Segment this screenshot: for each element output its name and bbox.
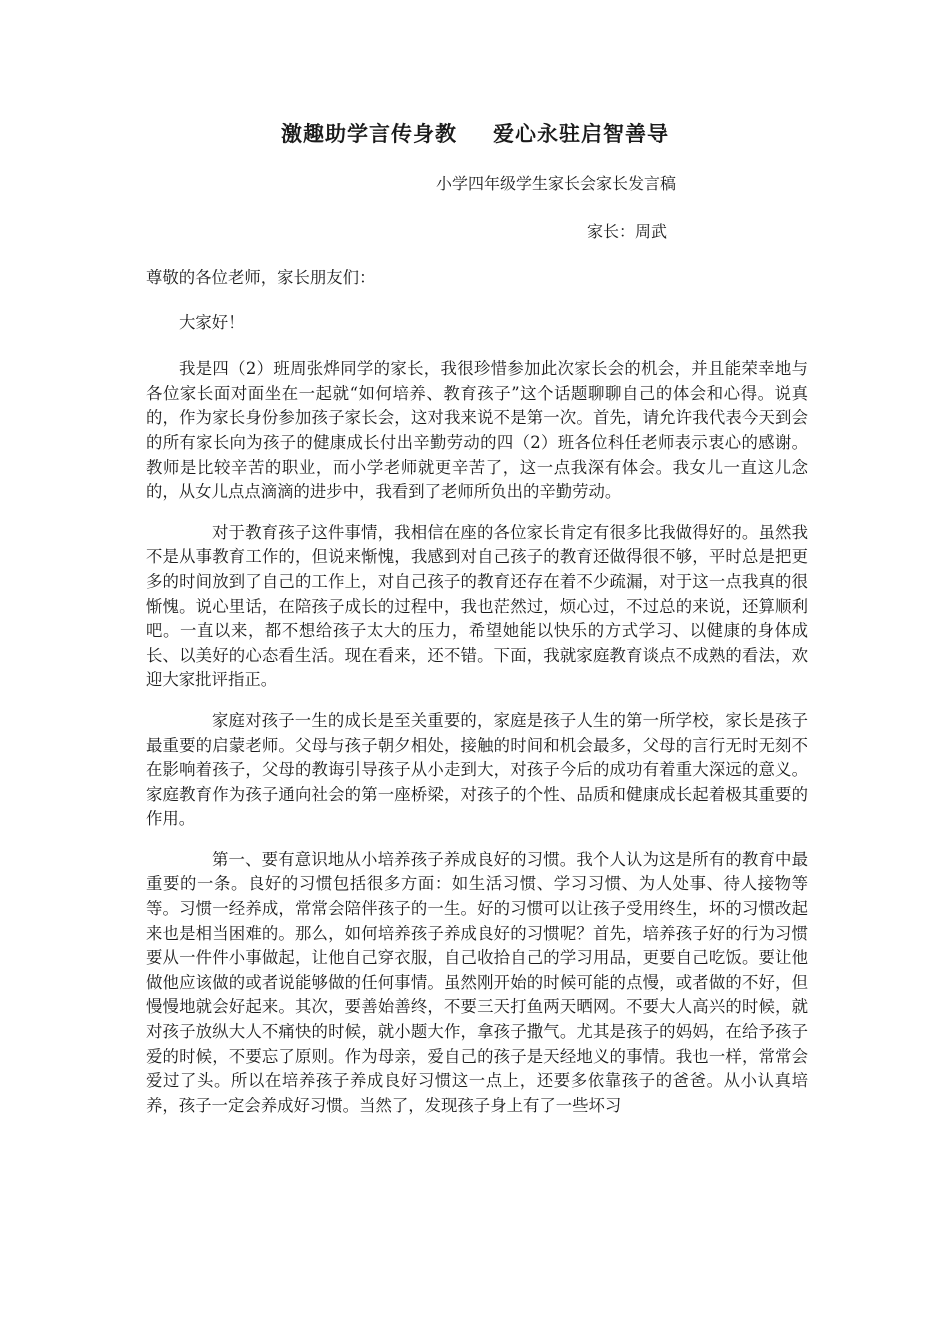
greeting: 大家好！ <box>179 312 245 332</box>
title-part-2: 爱心永驻启智善导 <box>493 122 669 146</box>
document-title <box>0 118 950 150</box>
author-line: 家长：周武 <box>587 222 668 241</box>
salutation: 尊敬的各位老师，家长朋友们： <box>146 268 376 287</box>
title-part-1: 激趣助学言传身教 <box>281 122 457 146</box>
paragraph-4: 第一、要有意识地从小培养孩子养成良好的习惯。我个人认为这是所有的教育中最重要的一条。良好的习惯包括很多方面：如生活习惯、学习习惯、为人处事、待人接物等等。习惯一经养成，常常会陪伴孩子的一生。好的习惯可以让孩子受用终生，坏的习惯改起来也是相当困难的。那么，如何培养孩子养成良好的习惯呢？首先，培养孩子好的行为习惯要从一件件小事做起，让他自己穿衣服，自己收拾自己的学习用品，更要自己吃饭。要让他做他应该做的或者说能够做的任何事情。虽然刚开始的时候可能的点慢，或者做的不好，但慢慢地就会好起来。其次，要善始善终，不要三天打鱼两天晒网。不要大人高兴的时候，就对孩子放纵大人不痛快的时候，就小题大作，拿孩子撒气。尤其是孩子的妈妈，在给予孩子爱的时候，不要忘了原则。作为母亲，爱自己的孩子是天经地义的事情。我也一样，常常会爱过了头。所以在培养孩子养成良好习惯这一点上，还要多依靠孩子的爸爸。从小认真培养，孩子一定会养成好习惯。当然了，发现孩子身上有了一些坏习 <box>146 849 808 1115</box>
document-subtitle: 小学四年级学生家长会家长发言稿 <box>436 174 677 193</box>
paragraph-2: 对于教育孩子这件事情，我相信在座的各位家长肯定有很多比我做得好的。虽然我不是从事教育工作的，但说来惭愧，我感到对自己孩子的教育还做得很不够，平时总是把更多的时间放到了自己的工作上，对自己孩子的教育还存在着不少疏漏，对于这一点我真的很惭愧。说心里话，在陪孩子成长的过程中，我也茫然过，烦心过，不过总的来说，还算顺利吧。一直以来，都不想给孩子太大的压力，希望她能以快乐的方式学习、以健康的身体成长、以美好的心态看生活。现在看来，还不错。下面，我就家庭教育谈点不成熟的看法，欢迎大家批评指正。 <box>146 522 808 690</box>
paragraph-3: 家庭对孩子一生的成长是至关重要的，家庭是孩子人生的第一所学校，家长是孩子最重要的启蒙老师。父母与孩子朝夕相处，接触的时间和机会最多，父母的言行无时无刻不在影响着孩子，父母的教诲引导孩子从小走到大，对孩子今后的成功有着重大深远的意义。家庭教育作为孩子通向社会的第一座桥梁，对孩子的个性、品质和健康成长起着极其重要的作用。 <box>146 710 808 829</box>
paragraph-1: 我是四（2）班周张烨同学的家长，我很珍惜参加此次家长会的机会，并且能荣幸地与各位家长面对面坐在一起就“如何培养、教育孩子”这个话题聊聊自己的体会和心得。说真的，作为家长身份参加孩子家长会，这对我来说不是第一次。首先，请允许我代表今天到会的所有家长向为孩子的健康成长付出辛勤劳动的四（2）班各位科任老师表示衷心的感谢。教师是比较辛苦的职业，而小学老师就更辛苦了，这一点我深有体会。我女儿一直这儿念的，从女儿点点滴滴的进步中，我看到了老师所负出的辛勤劳动。 <box>146 359 808 502</box>
document-body <box>146 266 808 1134</box>
